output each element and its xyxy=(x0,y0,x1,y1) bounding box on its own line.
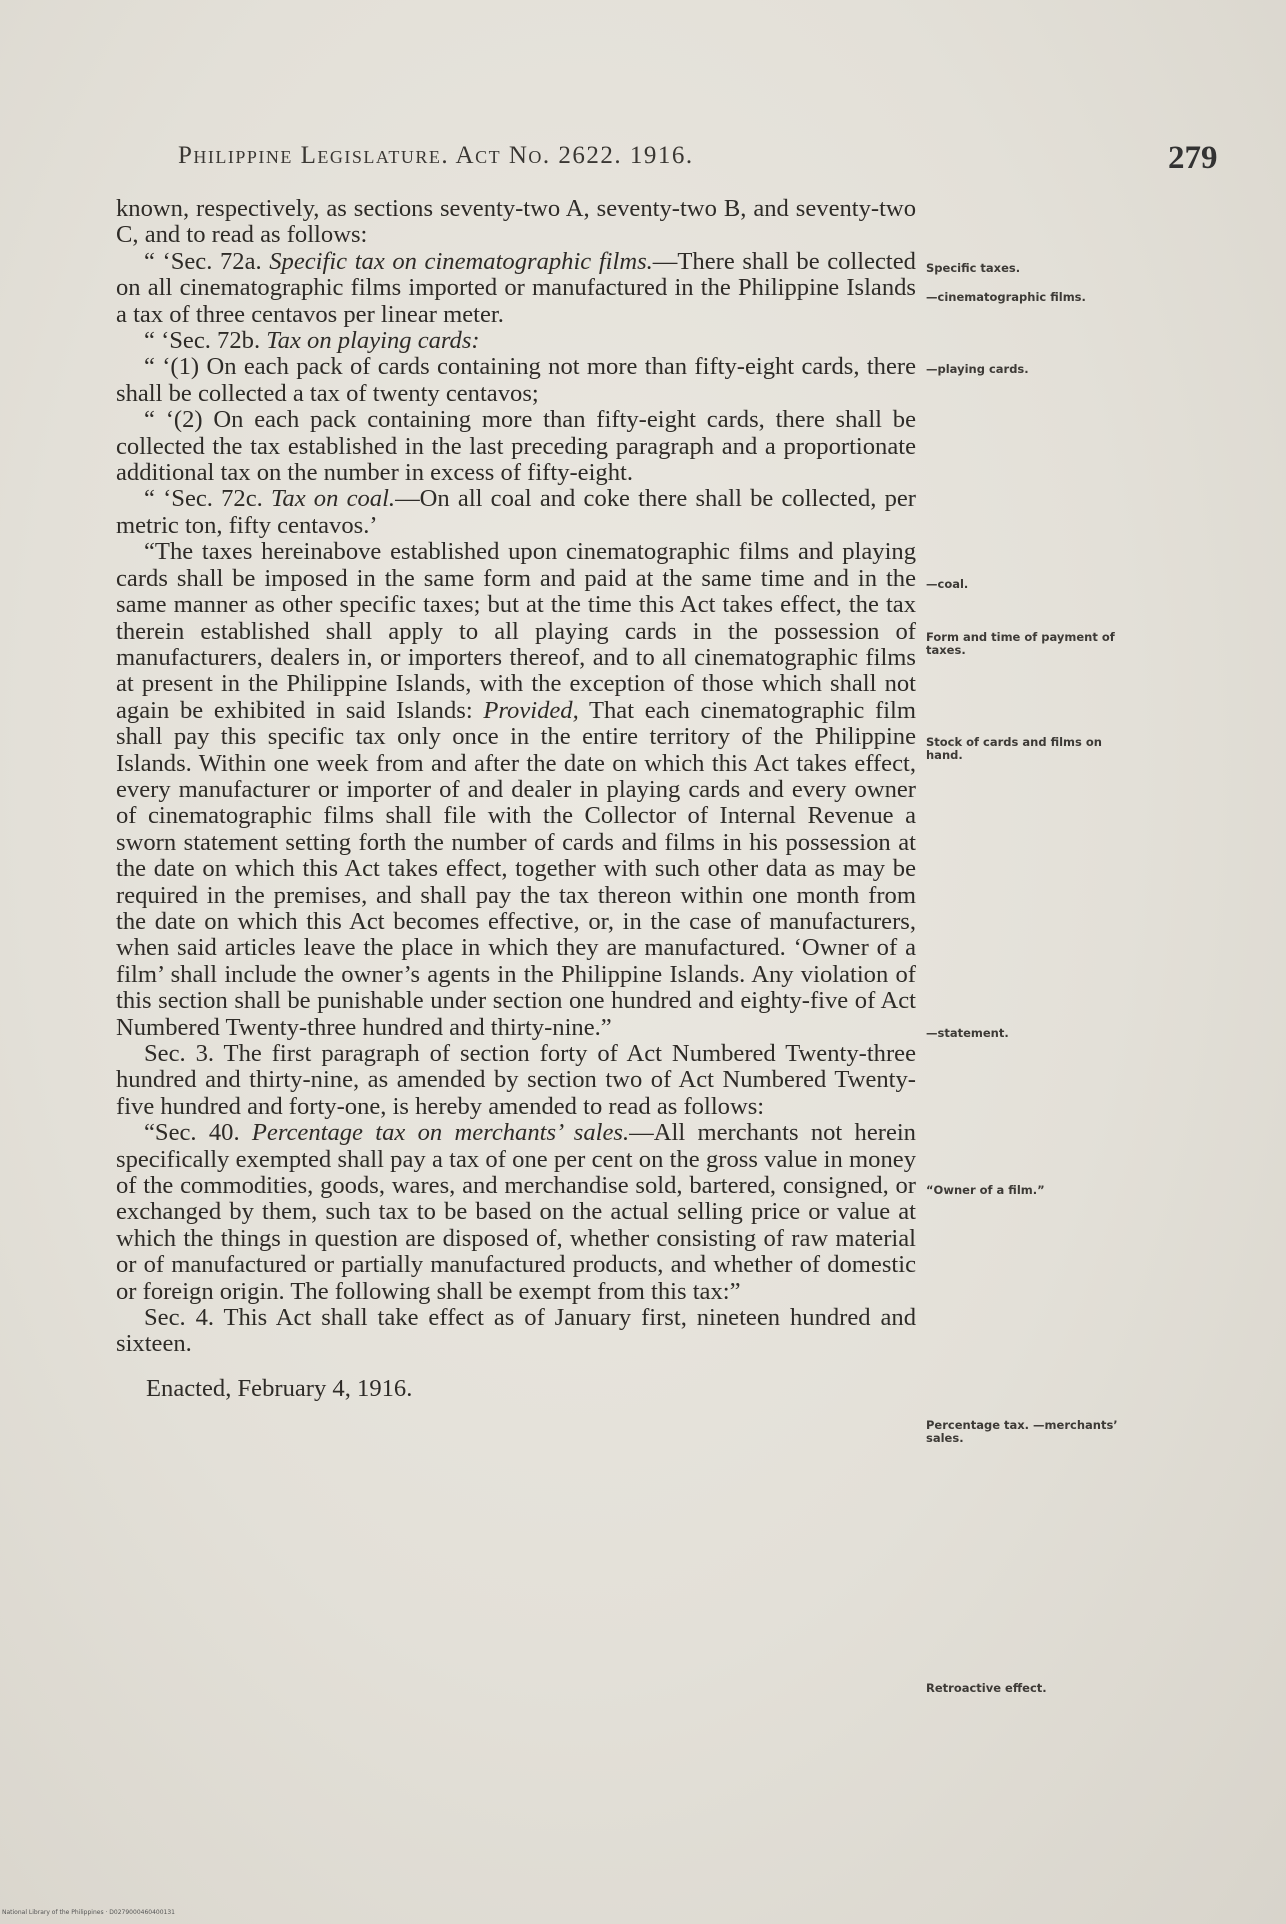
running-header: Philippine Legislature. Act No. 2622. 1916. xyxy=(178,142,694,169)
library-stamp: National Library of the Philippines · D0279000460400131 xyxy=(2,1909,175,1916)
sec-40-text: —All merchants not herein specifically exempted shall pay a tax of one per cent on the gross value in money of the commodities, goods, wares, and merchandise sold, bartered, consigned, or exchanged by them, such tax to be based on the actual selling price or value at which the things in question are disposed of, whether consisting of raw material or of manufactured or partially manufactured products, and whether of domestic or foreign origin. The following shall be exempt from this tax:” xyxy=(116,1119,916,1305)
sec-72c-lead: “ ‘Sec. 72c. xyxy=(144,485,271,513)
sec-72c-heading: Tax on coal. xyxy=(270,485,396,513)
paragraph-sec-4: Sec. 4. This Act shall take effect as of January first, nineteen hundred and sixteen. xyxy=(116,1304,916,1358)
sec-40-lead: “Sec. 40. xyxy=(144,1119,252,1147)
note-form-time: Form and time of payment of taxes. xyxy=(926,630,1115,657)
note-specific-taxes: Specific taxes. xyxy=(926,261,1021,275)
paragraph-sec-72a xyxy=(116,249,916,328)
paragraph-72b-1: “ ‘(1) On each pack of cards containing not more than fifty-eight cards, there shall be collected a tax of twenty centavos; xyxy=(116,353,916,407)
note-owner-film: “Owner of a film.” xyxy=(926,1183,1045,1197)
sec-72c-text: —On all coal and coke there shall be collected, per metric ton, fifty centavos.’ xyxy=(116,485,916,539)
paragraph-sec-72b xyxy=(116,328,916,354)
act-text xyxy=(116,196,916,1402)
sec-72a-text: —There shall be collected on all cinematographic films imported or manufactured in the Philippine Islands a tax of three centavos per linear meter. xyxy=(116,247,916,328)
paragraph-intro: known, respectively, as sections seventy-two A, seventy-two B, and seventy-two C, and to read as follows: xyxy=(116,195,916,249)
sec-72b-heading: Tax on playing cards: xyxy=(266,327,480,355)
sec-72b-lead: “ ‘Sec. 72b. xyxy=(144,327,267,355)
taxes-imposed-text-b: That each cinematographic film shall pay this specific tax only once in the entire territory of the Philippine Islands. Within one week from and after the date on which this Act takes effect, every manufacturer or importer of and dealer in playing cards and every owner of cinematographic films shall file with the Collector of Internal Revenue a sworn statement setting forth the number of cards and films in his possession at the date on which this Act takes effect, together with such other data as may be required in the premises, and shall pay the tax thereon within one month from the date on which this Act becomes effective, or, in the case of manufacturers, when said articles leave the place in which they are manufactured. ‘Owner of a film’ shall include the owner’s agents in the Philippine Islands. Any violation of this section shall be punishable under section one hundred and eighty-five of Act Numbered Twenty-three hundred and thirty-nine.” xyxy=(116,696,916,1041)
page-number: 279 xyxy=(1168,140,1218,176)
note-cinematographic: —cinematographic films. xyxy=(926,290,1086,304)
note-statement: —statement. xyxy=(926,1026,1009,1040)
sec-72a-lead: “ ‘Sec. 72a. xyxy=(144,247,270,275)
note-retroactive: Retroactive effect. xyxy=(926,1681,1047,1695)
enacted-date: Enacted, February 4, 1916. xyxy=(146,1374,413,1402)
sec-72a-heading: Specific tax on cinematographic films. xyxy=(269,247,653,275)
paragraph-sec-40 xyxy=(116,1120,916,1305)
note-playing-cards: —playing cards. xyxy=(926,362,1029,376)
sec-40-heading: Percentage tax on merchants’ sales. xyxy=(251,1119,630,1147)
taxes-imposed-text-a: “The taxes hereinabove established upon cinematographic films and playing cards shall be imposed in the same form and paid at the same time and in the same manner as other specific taxes; but at the time this Act takes effect, the tax therein established shall apply to all playing cards in the possession of manufacturers, dealers in, or importers thereof, and to all cinematographic films at present in the Philippine Islands, with the exception of those which shall not again be exhibited in said Islands: xyxy=(116,538,916,724)
note-stock: Stock of cards and films on hand. xyxy=(926,735,1102,762)
provided-word: Provided, xyxy=(483,696,579,724)
paragraph-sec-72c xyxy=(116,486,916,539)
note-coal: —coal. xyxy=(926,577,969,591)
note-percentage-tax: Percentage tax. —merchants’ sales. xyxy=(926,1418,1118,1445)
paragraph-72b-2: “ ‘(2) On each pack containing more than fifty-eight cards, there shall be collected the tax established in the last preceding paragraph and a proportionate additional tax on the number in excess of fifty-eight. xyxy=(116,406,916,487)
paragraph-sec-3: Sec. 3. The first paragraph of section forty of Act Numbered Twenty-three hundred and thirty-nine, as amended by section two of Act Numbered Twenty-five hundred and forty-one, is hereby amended to read as follows: xyxy=(116,1040,916,1120)
paragraph-taxes-imposed xyxy=(116,539,916,1041)
